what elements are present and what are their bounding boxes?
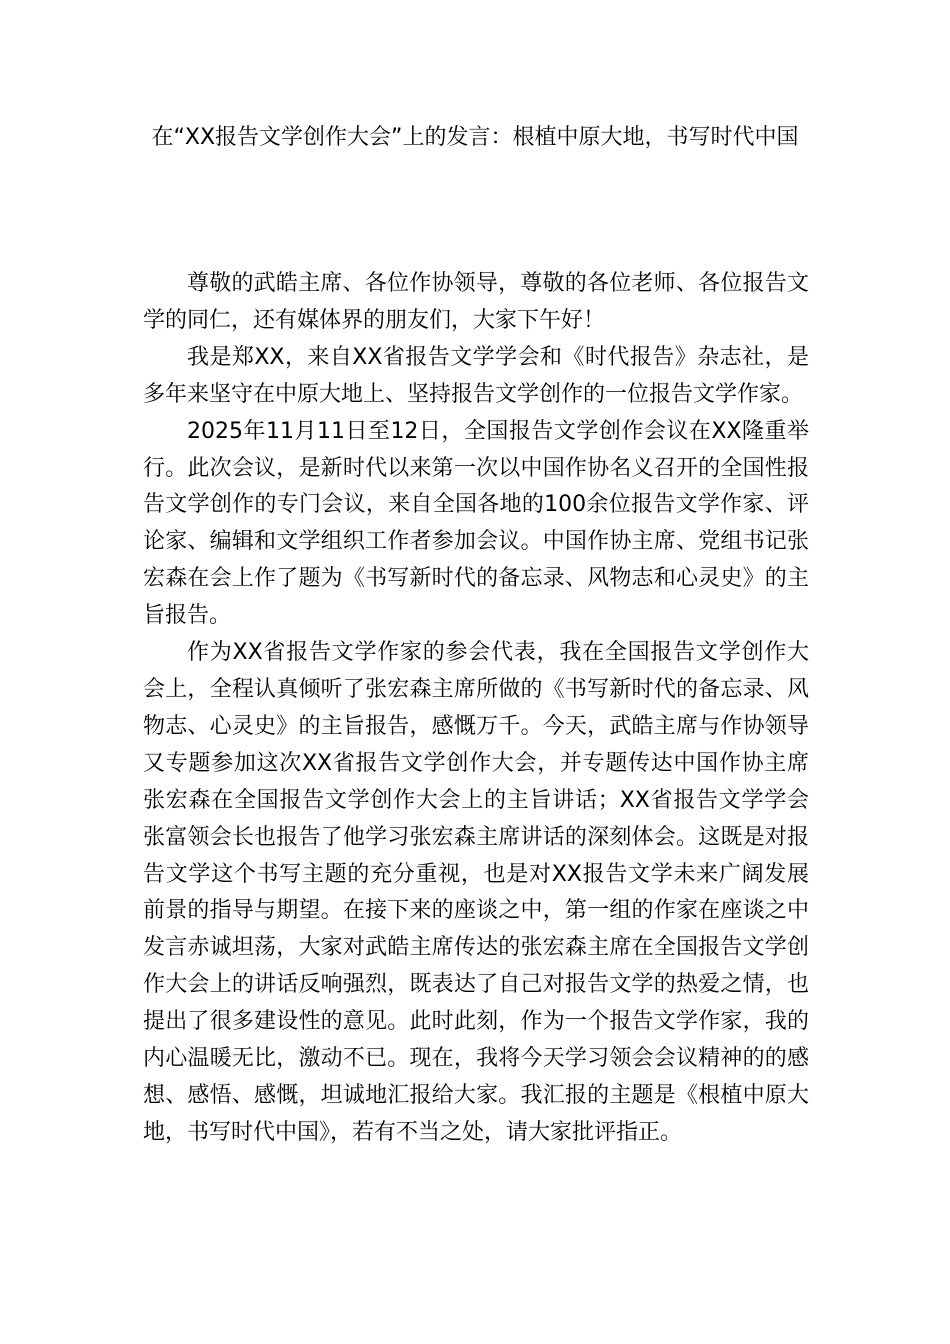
paragraph-greeting: 尊敬的武皓主席、各位作协领导，尊敬的各位老师、各位报告文学的同仁，还有媒体界的朋友们，大家下午好！ [143,271,809,333]
document-title: 在“XX报告文学创作大会”上的发言：根植中原大地，书写时代中国 [151,125,799,150]
paragraph-conference-background: 2025年11月11日至12日，全国报告文学创作会议在XX隆重举行。此次会议，是新时代以来第一次以中国作协名义召开的全国性报告文学创作的专门会议，来自全国各地的100余位报告文学作家、评论家、编辑和文学组织工作者参加会议。中国作协主席、党组书记张宏森在会上作了题为《书写新时代的备忘录、风物志和心灵史》的主旨报告。 [143,418,809,629]
paragraph-self-introduction: 我是郑XX，来自XX省报告文学学会和《时代报告》杂志社，是多年来坚守在中原大地上、坚持报告文学创作的一位报告文学作家。 [143,344,809,407]
document-body [143,266,809,1152]
paragraph-speech-topic: 作为XX省报告文学作家的参会代表，我在全国报告文学创作大会上，全程认真倾听了张宏森主席所做的《书写新时代的备忘录、风物志、心灵史》的主旨报告，感慨万千。今天，武皓主席与作协领导又专题参加这次XX省报告文学创作大会，并专题传达中国作协主席张宏森在全国报告文学创作大会上的主旨讲话；XX省报告文学学会张富领会长也报告了他学习张宏森主席讲话的深刻体会。这既是对报告文学这个书写主题的充分重视，也是对XX报告文学未来广阔发展前景的指导与期望。在接下来的座谈之中，第一组的作家在座谈之中发言赤诚坦荡，大家对武皓主席传达的张宏森主席在全国报告文学创作大会上的讲话反响强烈，既表达了自己对报告文学的热爱之情，也提出了很多建设性的意见。此时此刻，作为一个报告文学作家，我的内心温暖无比，激动不已。现在，我将今天学习领会会议精神的的感想、感悟、感慨，坦诚地汇报给大家。我汇报的主题是《根植中原大地，书写时代中国》，若有不当之处，请大家批评指正。 [143,640,809,1145]
